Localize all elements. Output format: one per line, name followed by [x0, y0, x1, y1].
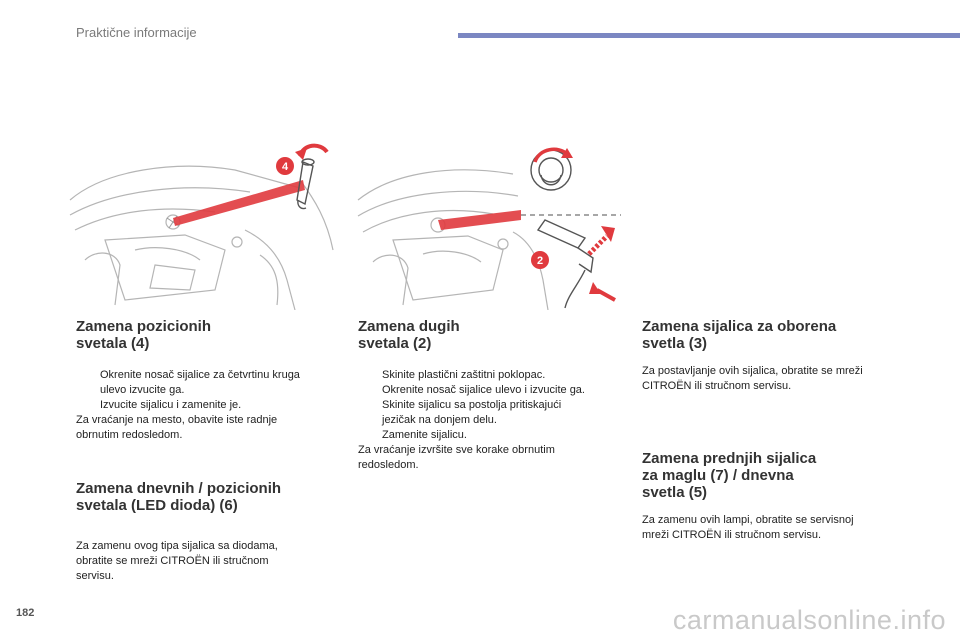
heading-daytime-led [76, 480, 346, 514]
list-item: Skinite sijalicu sa postolja pritiskajući jezičak na donjem delu. [382, 399, 562, 426]
heading-line: Zamena prednjih sijalica [642, 450, 817, 467]
column-position-lights [76, 318, 346, 584]
heading-line: svetla (3) [642, 335, 708, 352]
restore-note: Za vraćanje izvršite sve korake obrnutim redosledom. [358, 444, 555, 471]
heading-main-beam [358, 318, 628, 352]
callout-2: 2 [536, 255, 544, 267]
column-main-beam [358, 318, 628, 473]
dipped-beam-paragraph: Za postavljanje ovih sijalica, obratite se mreži CITROËN ili stručnom servisu. [642, 365, 863, 392]
heading-line: Zamena sijalica za oborena [642, 318, 837, 335]
position-light-illustration [65, 140, 335, 310]
header-accent-bar [458, 33, 960, 38]
heading-fog-lights [642, 450, 912, 501]
list-item: Okrenite nosač sijalice ulevo i izvucite ga. [382, 384, 585, 396]
bullet-list [358, 368, 628, 443]
heading-line: Zamena dugih [358, 318, 460, 335]
main-beam-illustration [353, 140, 623, 310]
heading-line: za maglu (7) / dnevna [642, 467, 794, 484]
heading-line: svetla (5) [642, 484, 708, 501]
column-dipped-beam [642, 318, 912, 543]
heading-line: Zamena dnevnih / pozicionih [76, 480, 282, 497]
led-paragraph: Za zamenu ovog tipa sijalica sa diodama, obratite se mreži CITROËN ili stručnom servisu. [76, 540, 278, 582]
list-item: Skinite plastični zaštitni poklopac. [382, 369, 546, 381]
heading-line: svetala (2) [358, 335, 432, 352]
heading-line: Zamena pozicionih [76, 318, 212, 335]
page-number: 182 [16, 607, 35, 619]
list-item: Izvucite sijalicu i zamenite je. [100, 399, 242, 411]
heading-line: svetala (LED dioda) (6) [76, 497, 238, 514]
fog-lights-paragraph: Za zamenu ovih lampi, obratite se servisnoj mreži CITROËN ili stručnom servisu. [642, 514, 854, 541]
heading-dipped-beam [642, 318, 912, 352]
callout-4: 4 [281, 161, 289, 173]
restore-note: Za vraćanje na mesto, obavite iste radnje obrnutim redosledom. [76, 414, 278, 441]
bullet-list [76, 368, 346, 413]
heading-position-lights [76, 318, 346, 352]
list-item: Zamenite sijalicu. [382, 429, 467, 441]
watermark: carmanualsonline.info [672, 605, 946, 635]
section-title: Praktične informacije [76, 25, 197, 40]
heading-line: svetala (4) [76, 335, 150, 352]
list-item: Okrenite nosač sijalice za četvrtinu kruga ulevo izvucite ga. [100, 369, 300, 396]
